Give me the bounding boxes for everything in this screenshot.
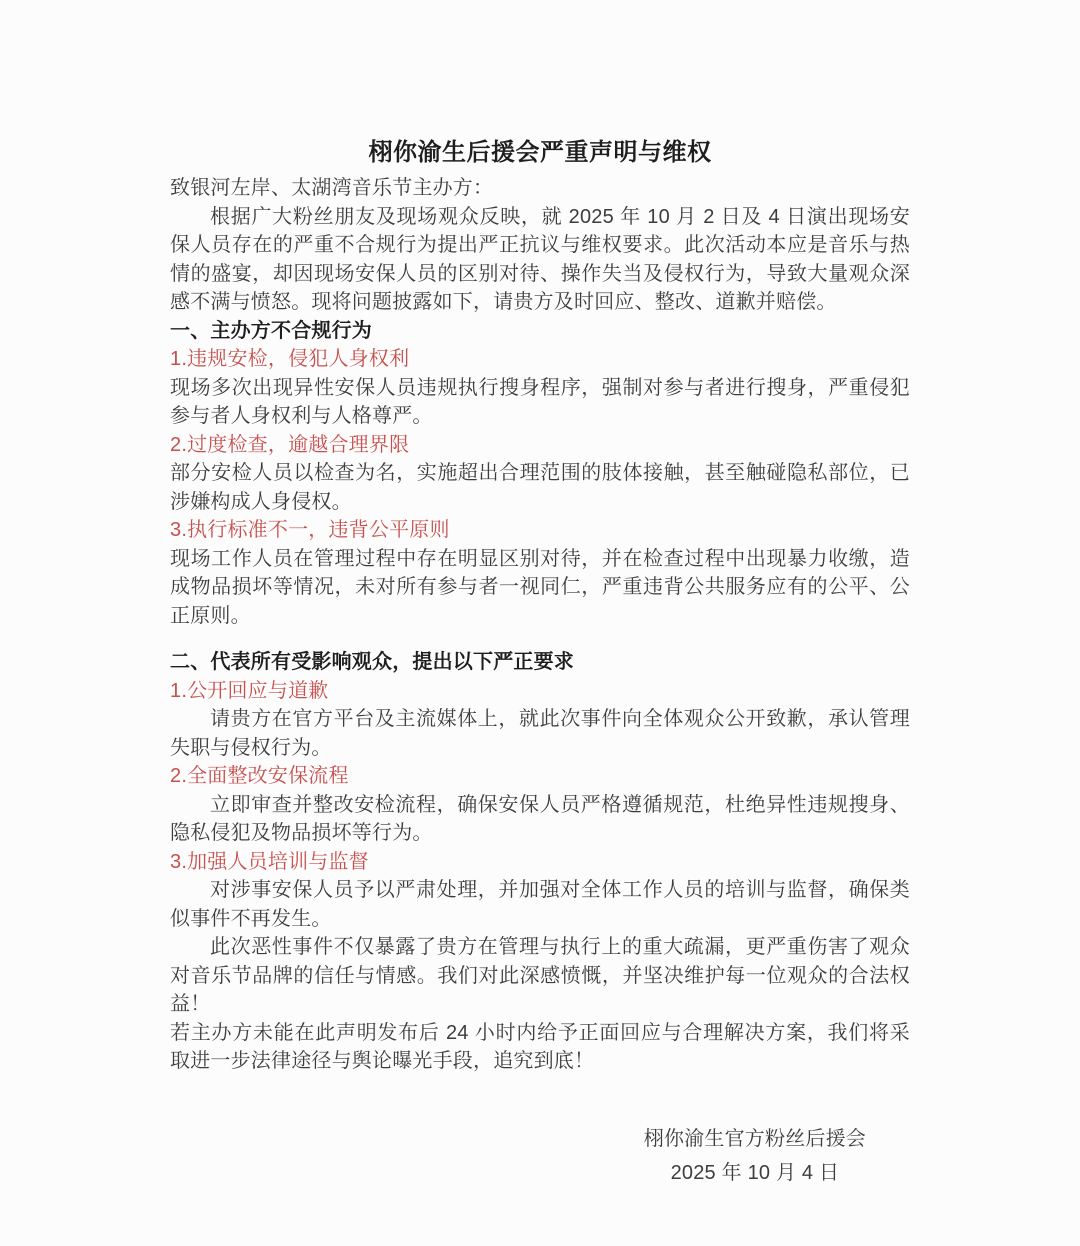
section-2-item-3-body: 对涉事安保人员予以严肃处理，并加强对全体工作人员的培训与监督，确保类似事件不再发生。 xyxy=(170,879,910,930)
section-divider-space xyxy=(170,630,910,648)
closing-paragraph-2: 若主办方未能在此声明发布后 24 小时内给予正面回应与合理解决方案，我们将采取进一步法律途径与舆论曝光手段，追究到底！ xyxy=(170,1021,910,1072)
section-1-item-1-body: 现场多次出现异性安保人员违规执行搜身程序，强制对参与者进行搜身，严重侵犯参与者人身权利与人格尊严。 xyxy=(170,376,910,427)
signature-name: 栩你渝生官方粉丝后援会 xyxy=(643,1127,866,1150)
section-1-item-1-heading: 1.违规安检，侵犯人身权利 xyxy=(170,348,410,370)
signature-block xyxy=(644,1122,866,1190)
intro-paragraph: 根据广大粉丝朋友及现场观众反映，就 2025 年 10 月 2 日及 4 日演出现场安保人员存在的严重不合规行为提出严正抗议与维权要求。此次活动本应是音乐与热情的盛宴，却因现场安保人员的区别对待、操作失当及侵权行为，导致大量观众深感不满与愤怒。现将问题披露如下，请贵方及时回应、整改、道歉并赔偿。 xyxy=(170,205,910,313)
section-1-item-2-body: 部分安检人员以检查为名，实施超出合理范围的肢体接触，甚至触碰隐私部位，已涉嫌构成人身侵权。 xyxy=(170,462,910,513)
signature-date: 2025 年 10 月 4 日 xyxy=(670,1161,840,1184)
statement-title: 栩你渝生后援会严重声明与维权 xyxy=(368,139,712,166)
section-2-heading: 二、代表所有受影响观众，提出以下严正要求 xyxy=(170,651,574,673)
section-1-item-3-body: 现场工作人员在管理过程中存在明显区别对待，并在检查过程中出现暴力收缴，造成物品损坏等情况，未对所有参与者一视同仁，严重违背公共服务应有的公平、公正原则。 xyxy=(170,547,910,627)
section-2-item-3-heading: 3.加强人员培训与监督 xyxy=(170,850,369,873)
section-1-item-3-heading: 3.执行标准不一，违背公平原则 xyxy=(170,519,450,541)
section-2-item-2-heading: 2.全面整改安保流程 xyxy=(170,765,349,787)
section-1-heading: 一、主办方不合规行为 xyxy=(170,319,372,342)
salutation: 致银河左岸、太湖湾音乐节主办方： xyxy=(170,177,494,199)
closing-paragraph-1: 此次恶性事件不仅暴露了贵方在管理与执行上的重大疏漏，更严重伤害了观众对音乐节品牌的信任与情感。我们对此深感愤慨，并坚决维护每一位观众的合法权益！ xyxy=(170,936,910,1015)
section-2-item-2-body: 立即审查并整改安检流程，确保安保人员严格遵循规范，杜绝异性违规搜身、隐私侵犯及物品损坏等行为。 xyxy=(170,793,910,844)
section-2-item-1-body: 请贵方在官方平台及主流媒体上，就此次事件向全体观众公开致歉，承认管理失职与侵权行为。 xyxy=(170,708,910,759)
section-1-item-2-heading: 2.过度检查，逾越合理界限 xyxy=(170,433,410,456)
section-2-item-1-heading: 1.公开回应与道歉 xyxy=(170,679,329,702)
